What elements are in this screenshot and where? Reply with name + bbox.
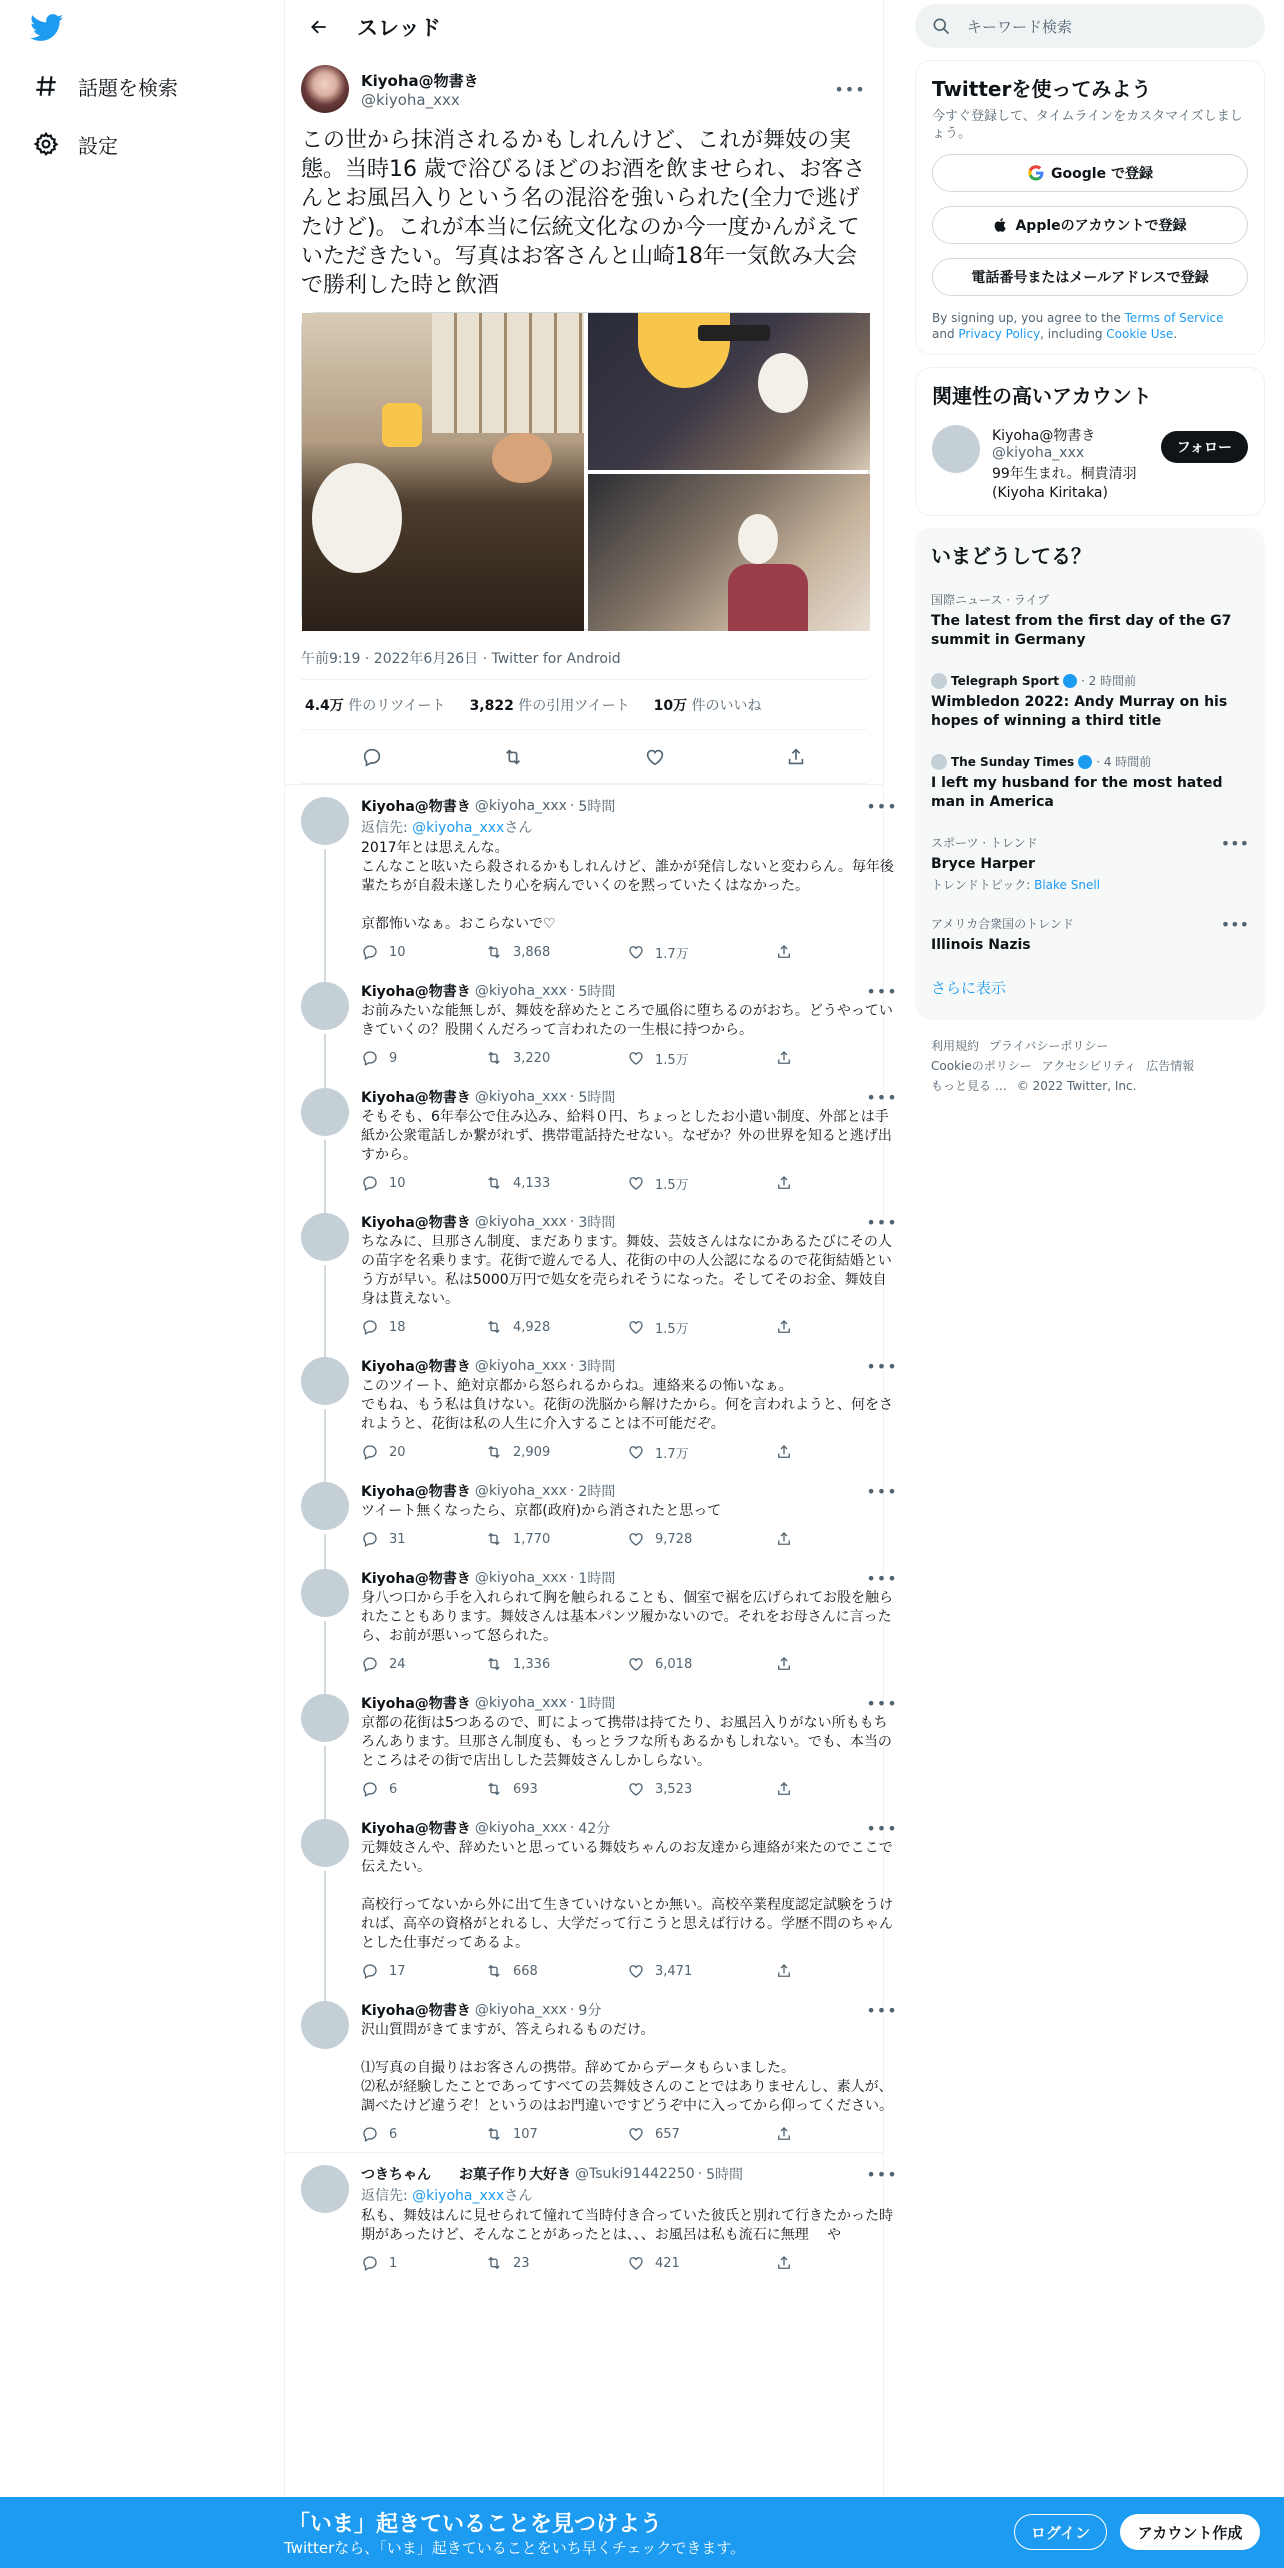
- like-icon: [627, 1780, 645, 1798]
- source-avatar: [931, 673, 947, 689]
- share-icon: [775, 1174, 793, 1192]
- avatar[interactable]: [301, 1482, 349, 1530]
- reply-actions: [361, 1654, 899, 1674]
- twitter-logo-icon[interactable]: [30, 14, 66, 44]
- reply-author-handle[interactable]: @Tsuki91442250: [575, 2166, 695, 2182]
- account-handle: @kiyoha_xxx: [992, 445, 1085, 461]
- like-button[interactable]: 1.5万: [627, 1049, 775, 1068]
- like-button[interactable]: 1.5万: [627, 1174, 775, 1193]
- retweet-button[interactable]: 4,928: [485, 1318, 627, 1336]
- share-button[interactable]: [775, 1780, 899, 1798]
- retweet-icon: [485, 1318, 503, 1336]
- reply-actions: [361, 1529, 899, 1549]
- avatar[interactable]: [301, 1819, 349, 1867]
- reply-author-handle[interactable]: @kiyoha_xxx: [474, 1358, 567, 1374]
- like-icon[interactable]: [638, 740, 672, 774]
- quote-tweets-count[interactable]: 3,822 件の引用ツイート: [469, 697, 630, 714]
- like-icon: [627, 1443, 645, 1461]
- reply-text: ちなみに、旦那さん制度、まだあります。舞妓、芸妓さんはなにかあるたびにその人の苗字を名乗ります。花街で遊んでる人、花街の中の人公認になるので花街結婚という方が早い。私は5000万円で処女を売られそうになった。そしてそのお金、舞妓自身は貰えない。: [361, 1234, 892, 1307]
- like-icon: [627, 943, 645, 961]
- reply-text: 京都の花街は5つあるので、町によって携帯は持てたり、お風呂入りがない所ももちろんあります。旦那さん制度も、もっとラフな所もあるかもしれない。でも、本当のところはその街で店出しした芸舞妓さんしかしらない。: [361, 1715, 892, 1769]
- reply-tweet[interactable]: [285, 1682, 898, 1807]
- copyright: © 2022 Twitter, Inc.: [1016, 1079, 1137, 1093]
- reply-time[interactable]: 1時間: [578, 1696, 616, 1712]
- more-icon[interactable]: •••: [866, 2000, 898, 2020]
- reply-button[interactable]: 18: [361, 1318, 485, 1336]
- reply-author-handle[interactable]: @kiyoha_xxx: [474, 2002, 567, 2018]
- reply-button[interactable]: 6: [361, 2125, 485, 2143]
- reply-time[interactable]: 1時間: [578, 1571, 616, 1587]
- signup-legal: By signing up, you agree to the Terms of Service and Privacy Policy, including Cookie Use.: [932, 311, 1224, 341]
- share-button[interactable]: [775, 1318, 899, 1336]
- retweet-button[interactable]: 693: [485, 1780, 627, 1798]
- more-icon[interactable]: •••: [866, 1087, 898, 1107]
- main-column: [284, 0, 898, 2568]
- like-button[interactable]: 3,523: [627, 1780, 775, 1798]
- reply-icon: [361, 1962, 379, 1980]
- share-button[interactable]: [775, 2254, 899, 2272]
- reply-button[interactable]: 20: [361, 1443, 485, 1461]
- like-icon: [627, 1049, 645, 1067]
- reply-tweet[interactable]: [285, 1807, 898, 1989]
- reply-author-handle[interactable]: @kiyoha_xxx: [474, 798, 567, 814]
- reply-author-name[interactable]: Kiyoha@物書き: [361, 1571, 471, 1587]
- more-icon[interactable]: •••: [1220, 915, 1249, 934]
- google-icon: [1027, 164, 1045, 182]
- reply-actions: [361, 2253, 899, 2273]
- account-name: Kiyoha@物書き: [992, 428, 1096, 444]
- share-button[interactable]: [775, 1049, 899, 1067]
- like-icon: [627, 2254, 645, 2272]
- back-arrow-icon[interactable]: [301, 9, 337, 45]
- thread-line: [324, 849, 326, 982]
- reply-to-link[interactable]: @kiyoha_xxx: [412, 820, 505, 836]
- bottom-bar-title: 「いま」起きていることを見つけよう: [288, 2512, 663, 2537]
- reply-to: 返信先: @kiyoha_xxxさん: [361, 2188, 533, 2204]
- more-icon[interactable]: •••: [866, 1693, 898, 1713]
- retweet-icon: [485, 1780, 503, 1798]
- like-button[interactable]: 1.5万: [627, 1318, 775, 1337]
- media-photo-toast[interactable]: [588, 313, 870, 470]
- reply-tweet[interactable]: [285, 1470, 898, 1557]
- main-tweet: [285, 54, 883, 784]
- media-photo-dinner[interactable]: [588, 474, 870, 631]
- reply-author-handle[interactable]: @kiyoha_xxx: [474, 1820, 567, 1836]
- more-icon[interactable]: •••: [834, 79, 866, 99]
- reply-tweet[interactable]: [285, 784, 898, 970]
- avatar[interactable]: [301, 2165, 349, 2213]
- more-icon[interactable]: •••: [866, 981, 898, 1001]
- avatar[interactable]: [301, 1569, 349, 1617]
- reply-actions: [361, 1442, 899, 1462]
- reply-icon: [361, 1530, 379, 1548]
- thumbs-up-icon: [382, 403, 422, 447]
- avatar[interactable]: [301, 2001, 349, 2049]
- reply-author-name[interactable]: つきちゃん お菓子作り大好き: [361, 2167, 571, 2183]
- reply-author-handle[interactable]: @kiyoha_xxx: [474, 1214, 567, 1230]
- reply-button[interactable]: 9: [361, 1049, 485, 1067]
- reply-button[interactable]: 6: [361, 1780, 485, 1798]
- share-icon: [775, 2125, 793, 2143]
- signup-card: [915, 60, 1265, 355]
- retweet-icon: [485, 943, 503, 961]
- reply-text: 元舞妓さんや、辞めたいと思っている舞妓ちゃんのお友達から連絡が来たのでここで伝えたい。 高校行ってないから外に出て生きていけないとか無い。高校卒業程度認定試験をうければ、高卒の資格がとれるし、大学だって行こうと思えば行ける。学歴不問のちゃんとした仕事だってあるよ。: [361, 1840, 893, 1951]
- reply-text: お前みたいな能無しが、舞妓を辞めたところで風俗に堕ちるのがおち。どうやっていきていくの？股開くんだろって言われたの一生根に持つから。: [361, 1003, 893, 1038]
- reply-tweet[interactable]: [285, 970, 898, 1076]
- more-icon[interactable]: •••: [866, 1568, 898, 1588]
- reply-dot: ·: [569, 1358, 575, 1374]
- thread-header: [285, 0, 883, 54]
- more-icon[interactable]: •••: [866, 1818, 898, 1838]
- retweet-icon: [485, 1049, 503, 1067]
- cookie-link[interactable]: Cookie Use: [1106, 327, 1174, 341]
- terms-link[interactable]: Terms of Service: [1124, 311, 1224, 325]
- signup-subtitle: 今すぐ登録して、タイムラインをカスタマイズしましょう。: [932, 109, 1243, 141]
- reply-actions: [361, 1779, 899, 1799]
- reply-time[interactable]: 42分: [578, 1821, 611, 1837]
- search-input[interactable]: [915, 4, 1265, 48]
- avatar[interactable]: [301, 1694, 349, 1742]
- like-icon: [627, 1174, 645, 1192]
- tweet-meta: 午前9:19 · 2022年6月26日 · Twitter for Android: [301, 646, 867, 680]
- reply-dot: ·: [569, 798, 575, 814]
- reply-to-link[interactable]: @kiyoha_xxx: [412, 2188, 505, 2204]
- relevant-accounts-card: [915, 367, 1265, 516]
- source-avatar: [931, 754, 947, 770]
- reply-time[interactable]: 5時間: [706, 2167, 744, 2183]
- reply-author-name[interactable]: Kiyoha@物書き: [361, 1090, 471, 1106]
- nav-explore-label: 話題を検索: [78, 75, 178, 100]
- reply-tweet[interactable]: [285, 2153, 898, 2281]
- retweet-icon: [485, 1655, 503, 1673]
- reply-icon: [361, 1780, 379, 1798]
- reply-author-name[interactable]: Kiyoha@物書き: [361, 2003, 471, 2019]
- more-icon[interactable]: •••: [866, 1212, 898, 1232]
- bottom-bar-subtitle: Twitterなら、「いま」起きていることをいち早くチェックできます。: [284, 2539, 746, 2557]
- gear-icon: [30, 128, 62, 160]
- share-icon: [775, 2254, 793, 2272]
- like-button[interactable]: 1.7万: [627, 943, 775, 962]
- reply-time[interactable]: 3時間: [578, 1215, 616, 1231]
- like-icon: [627, 1318, 645, 1336]
- reply-text: そもそも、6年奉公で住み込み、給料０円、ちょっとしたお小遣い制度、外部とは手紙か公衆電話しか繋がれず、携帯電話持たせない。なぜか？外の世界を知ると逃げ出すから。: [361, 1109, 892, 1163]
- reply-time[interactable]: 5時間: [578, 1090, 616, 1106]
- reply-time[interactable]: 9分: [578, 2003, 602, 2019]
- reply-actions: [361, 1317, 899, 1337]
- retweet-button[interactable]: 668: [485, 1962, 627, 1980]
- retweet-button[interactable]: 2,909: [485, 1443, 627, 1461]
- reply-author-name[interactable]: Kiyoha@物書き: [361, 1484, 471, 1500]
- retweet-icon[interactable]: [496, 740, 530, 774]
- reply-actions: [361, 1048, 899, 1068]
- reply-author-handle[interactable]: @kiyoha_xxx: [474, 1089, 567, 1105]
- like-icon: [627, 1530, 645, 1548]
- reply-actions: [361, 942, 899, 962]
- reply-dot: ·: [569, 1570, 575, 1586]
- right-sidebar: [915, 0, 1265, 1096]
- retweet-button[interactable]: 3,868: [485, 943, 627, 961]
- retweet-button[interactable]: 23: [485, 2254, 627, 2272]
- media-grid: [301, 312, 869, 630]
- share-icon: [775, 1049, 793, 1067]
- reply-text: ツイート無くなったら、京都(政府)から消されたと思って: [361, 1503, 722, 1519]
- search-placeholder: キーワード検索: [967, 17, 1073, 36]
- share-button[interactable]: [775, 943, 899, 961]
- trend-item[interactable]: 国際ニュース · ライブ The latest from the first day of the G7 summit in Germany: [931, 593, 1232, 648]
- reply-author-name[interactable]: Kiyoha@物書き: [361, 1215, 471, 1231]
- reply-actions: [361, 1961, 899, 1981]
- share-button[interactable]: [775, 1655, 899, 1673]
- reply-tweet[interactable]: [285, 1076, 898, 1201]
- privacy-link[interactable]: Privacy Policy: [958, 327, 1041, 341]
- avatar[interactable]: [301, 1357, 349, 1405]
- trends-card: [915, 528, 1265, 1020]
- reply-author-name[interactable]: Kiyoha@物書き: [361, 799, 471, 815]
- reply-text: 沢山質問がきてますが、答えられるものだけ。 ⑴写真の自撮りはお客さんの携帯。辞めてからデータもらいました。 ⑵私が経験したことであってすべての芸舞妓さんのことではありませんし、素人が、調べたけど違うぞ！というのはお門違いですどうぞ中に入ってから仰ってください。: [361, 2022, 893, 2114]
- nav-explore[interactable]: [30, 70, 178, 102]
- account-bio: 99年生まれ。桐貴清羽(Kiyoha Kiritaka): [992, 466, 1137, 501]
- tweet-stats: [301, 680, 867, 730]
- reply-tweet[interactable]: [285, 1989, 898, 2153]
- like-icon: [627, 1962, 645, 1980]
- share-button[interactable]: [775, 1530, 899, 1548]
- share-button[interactable]: [775, 2125, 899, 2143]
- trend-topic-link[interactable]: Blake Snell: [1034, 878, 1101, 892]
- reply-icon: [361, 1049, 379, 1067]
- trend-item[interactable]: アメリカ合衆国のトレンド ••• Illinois Nazis: [931, 915, 1249, 953]
- reply-icon: [361, 943, 379, 961]
- follow-button[interactable]: フォロー: [1161, 431, 1248, 463]
- google-signup-button[interactable]: Google で登録: [932, 154, 1248, 192]
- footer-link[interactable]: Cookieのポリシー: [931, 1059, 1032, 1073]
- likes-count[interactable]: 10万 件のいいね: [653, 697, 762, 714]
- reply-icon: [361, 2125, 379, 2143]
- share-button[interactable]: [775, 1443, 899, 1461]
- reply-button[interactable]: 10: [361, 1174, 485, 1192]
- author-handle[interactable]: @kiyoha_xxx: [361, 90, 460, 109]
- reply-tweet[interactable]: [285, 1557, 898, 1682]
- reply-author-handle[interactable]: @kiyoha_xxx: [474, 983, 567, 999]
- retweet-icon: [485, 2254, 503, 2272]
- share-icon: [775, 1962, 793, 1980]
- retweets-count[interactable]: 4.4万 件のリツイート: [305, 697, 446, 714]
- footer-link[interactable]: もっと見る …: [931, 1079, 1007, 1093]
- signup-title: Twitterを使ってみよう: [932, 77, 1152, 101]
- reply-author-name[interactable]: Kiyoha@物書き: [361, 1359, 471, 1375]
- retweet-icon: [485, 1962, 503, 1980]
- like-button[interactable]: 3,471: [627, 1962, 775, 1980]
- reply-text: 私も、舞妓はんに見せられて憧れて当時付き合っていた彼氏と別れて行きたかった時期があったけど、そんなことがあったとは、、、お風呂は私も流石に無理 や: [361, 2208, 893, 2243]
- share-icon: [775, 1655, 793, 1673]
- retweet-icon: [485, 2125, 503, 2143]
- share-button[interactable]: [775, 1962, 899, 1980]
- reply-icon[interactable]: [355, 740, 389, 774]
- share-icon: [775, 1318, 793, 1336]
- avatar[interactable]: [301, 982, 349, 1030]
- trend-item[interactable]: Telegraph Sport · 2 時間前 Wimbledon 2022: Andy Murray on his hopes of winning a third title: [931, 673, 1228, 729]
- apple-signup-button[interactable]: Appleのアカウントで登録: [932, 206, 1248, 244]
- more-icon[interactable]: •••: [1220, 834, 1249, 853]
- reply-text: このツイート、絶対京都から怒られるからね。連絡来るの怖いなぁ。 でもね、もう私は負けない。花街の洗脳から解けたから。何を言われようと、何をされようと、花街は私の人生に介入することは不可能だぞ。: [361, 1378, 893, 1432]
- reply-button[interactable]: 24: [361, 1655, 485, 1673]
- retweet-button[interactable]: 4,133: [485, 1174, 627, 1192]
- like-button[interactable]: 421: [627, 2254, 775, 2272]
- bottom-signup-bar: [0, 2497, 1284, 2568]
- like-button[interactable]: 657: [627, 2125, 775, 2143]
- reply-button[interactable]: 17: [361, 1962, 485, 1980]
- reply-dot: ·: [569, 1483, 575, 1499]
- reply-author-handle[interactable]: @kiyoha_xxx: [474, 1483, 567, 1499]
- reply-dot: ·: [569, 1089, 575, 1105]
- reply-time[interactable]: 5時間: [578, 984, 616, 1000]
- login-button[interactable]: ログイン: [1014, 2514, 1107, 2550]
- page-title: スレッド: [357, 16, 441, 40]
- footer-link[interactable]: 広告情報: [1146, 1059, 1195, 1073]
- hashtag-icon: [30, 70, 62, 102]
- avatar[interactable]: [301, 1213, 349, 1261]
- retweet-icon: [485, 1530, 503, 1548]
- reply-time[interactable]: 5時間: [578, 799, 616, 815]
- thread-line: [324, 1265, 326, 1357]
- more-icon[interactable]: •••: [866, 796, 898, 816]
- reply-author-handle[interactable]: @kiyoha_xxx: [474, 1570, 567, 1586]
- reply-author-name[interactable]: Kiyoha@物書き: [361, 1821, 471, 1837]
- apple-icon: [993, 216, 1009, 234]
- share-icon: [775, 943, 793, 961]
- retweet-icon: [485, 1174, 503, 1192]
- footer-link[interactable]: 利用規約: [931, 1039, 980, 1053]
- more-icon[interactable]: •••: [866, 1356, 898, 1376]
- avatar[interactable]: [301, 65, 349, 113]
- nav-settings-label: 設定: [78, 133, 118, 158]
- reply-time[interactable]: 3時間: [578, 1359, 616, 1375]
- avatar[interactable]: [301, 797, 349, 845]
- reply-dot: ·: [569, 2002, 575, 2018]
- signup-button[interactable]: アカウント作成: [1120, 2514, 1260, 2550]
- share-icon: [775, 1530, 793, 1548]
- retweet-icon: [485, 1443, 503, 1461]
- relevant-account[interactable]: [932, 425, 1248, 503]
- reply-icon: [361, 1174, 379, 1192]
- reply-tweet[interactable]: [285, 1201, 898, 1345]
- share-icon: [775, 1780, 793, 1798]
- nav-settings[interactable]: [30, 128, 118, 160]
- verified-badge-icon: [1063, 674, 1077, 688]
- phone-email-signup-button[interactable]: 電話番号またはメールアドレスで登録: [932, 258, 1248, 296]
- sunglasses-emoji-icon: [638, 313, 730, 388]
- retweet-button[interactable]: 3,220: [485, 1049, 627, 1067]
- trends-title: いまどうしてる？: [931, 544, 1091, 568]
- tweet-actions: [301, 730, 867, 784]
- tweet-text: この世から抹消されるかもしれんけど、これが舞妓の実態。当時16 歳で浴びるほどのお酒を飲ませられ、お客さんとお風呂入りという名の混浴を強いられた(全力で逃げたけど)。これが本当に伝統文化なのか今一度かんがえていただきたい。写真はお客さんと山崎18年一気飲み大会で勝利した時と飲酒: [301, 128, 866, 298]
- reply-dot: ·: [569, 983, 575, 999]
- retweet-button[interactable]: 1,770: [485, 1530, 627, 1548]
- reply-dot: ·: [569, 1695, 575, 1711]
- like-icon: [627, 2125, 645, 2143]
- retweet-button[interactable]: 1,336: [485, 1655, 627, 1673]
- share-button[interactable]: [775, 1174, 899, 1192]
- reply-actions: [361, 2124, 899, 2144]
- avatar[interactable]: [932, 425, 980, 473]
- avatar[interactable]: [301, 1088, 349, 1136]
- reply-tweet[interactable]: [285, 1345, 898, 1470]
- footer-link[interactable]: プライバシーポリシー: [989, 1039, 1109, 1053]
- like-icon: [627, 1655, 645, 1673]
- like-button[interactable]: 1.7万: [627, 1443, 775, 1462]
- more-icon[interactable]: •••: [866, 2164, 898, 2184]
- trend-item[interactable]: スポーツ · トレンド ••• Bryce Harper トレンドトピック: Blake Snell: [931, 834, 1249, 892]
- reply-dot: ·: [569, 1820, 575, 1836]
- thread-line: [324, 1871, 326, 2001]
- reply-author-name[interactable]: Kiyoha@物書き: [361, 1696, 471, 1712]
- reply-text: 2017年とは思えんな。 こんなこと呟いたら殺されるかもしれんけど、誰かが発信しないと変わらん。毎年後輩たちが自殺未遂したり心を病んでいくのを黙っていたくはなかった。 京都怖いなぁ。おこらないで♡: [361, 840, 894, 932]
- reply-author-handle[interactable]: @kiyoha_xxx: [474, 1695, 567, 1711]
- reply-list: [285, 784, 898, 2281]
- left-sidebar: [0, 0, 284, 2568]
- reply-dot: ·: [569, 1214, 575, 1230]
- reply-author-name[interactable]: Kiyoha@物書き: [361, 984, 471, 1000]
- search-icon: [931, 16, 951, 36]
- like-button[interactable]: 9,728: [627, 1530, 775, 1548]
- reply-button[interactable]: 10: [361, 943, 485, 961]
- more-icon[interactable]: •••: [866, 1481, 898, 1501]
- reply-button[interactable]: 31: [361, 1530, 485, 1548]
- reply-icon: [361, 2254, 379, 2272]
- share-icon[interactable]: [779, 740, 813, 774]
- reply-actions: [361, 1173, 899, 1193]
- relevant-title: 関連性の高いアカウント: [932, 384, 1152, 408]
- reply-time[interactable]: 2時間: [578, 1484, 616, 1500]
- like-button[interactable]: 6,018: [627, 1655, 775, 1673]
- reply-to: 返信先: @kiyoha_xxxさん: [361, 820, 533, 836]
- author-name[interactable]: Kiyoha@物書き: [361, 71, 479, 90]
- trend-item[interactable]: The Sunday Times · 4 時間前 I left my husband for the most hated man in America: [931, 754, 1223, 810]
- footer-link[interactable]: アクセシビリティ: [1041, 1059, 1137, 1073]
- retweet-button[interactable]: 107: [485, 2125, 627, 2143]
- reply-button[interactable]: 1: [361, 2254, 485, 2272]
- footer-links: [915, 1036, 1265, 1096]
- reply-icon: [361, 1655, 379, 1673]
- reply-dot: ·: [697, 2166, 703, 2182]
- share-icon: [775, 1443, 793, 1461]
- verified-badge-icon: [1078, 755, 1092, 769]
- reply-icon: [361, 1443, 379, 1461]
- show-more-link[interactable]: さらに表示: [931, 979, 1007, 997]
- reply-icon: [361, 1318, 379, 1336]
- reply-text: 身八つ口から手を入れられて胸を触られることも、個室で裾を広げられてお股を触られたこともあります。舞妓さんは基本パンツ履かないので。それをお母さんに言ったら、お前が悪いって怒られた。: [361, 1590, 893, 1644]
